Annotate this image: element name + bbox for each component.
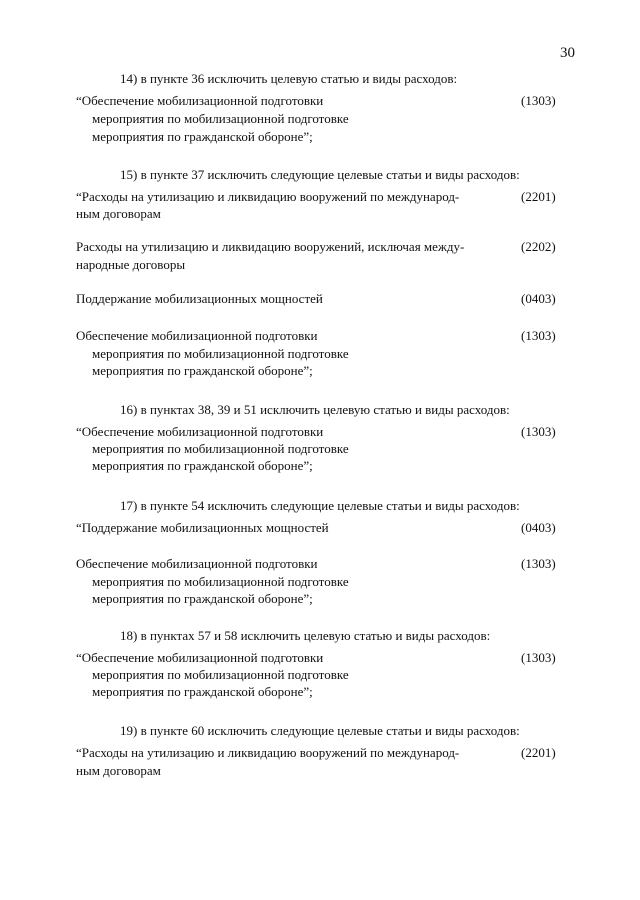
item-15-entry-1-code: (2201) — [521, 189, 556, 204]
item-16-line-2: мероприятия по мобилизационной подготовке — [92, 441, 349, 456]
item-18-line-2: мероприятия по мобилизационной подготовке — [92, 667, 349, 682]
item-18-code: (1303) — [521, 650, 556, 665]
item-18-line-3: мероприятия по гражданской обороне”; — [92, 684, 313, 699]
item-15-heading: 15) в пункте 37 исключить следующие целевые статьи и виды расходов: — [120, 167, 520, 182]
item-14-line-1: “Обеспечение мобилизационной подготовки — [76, 93, 324, 108]
item-15-entry-4-line-1: Обеспечение мобилизационной подготовки — [76, 328, 318, 343]
item-14-line-3: мероприятия по гражданской обороне”; — [92, 129, 313, 144]
item-15-entry-4-line-3: мероприятия по гражданской обороне”; — [92, 363, 313, 378]
item-19-entry-1-code: (2201) — [521, 745, 556, 760]
item-15-entry-2-line-1: Расходы на утилизацию и ликвидацию вооружений, исключая между- — [76, 239, 465, 254]
item-18-line-1: “Обеспечение мобилизационной подготовки — [76, 650, 324, 665]
item-16-heading: 16) в пунктах 38, 39 и 51 исключить целевую статью и виды расходов: — [120, 402, 510, 417]
page-number: 30 — [560, 45, 575, 61]
item-19-entry-1-line-2: ным договорам — [76, 763, 161, 778]
item-19-entry-1-line-1: “Расходы на утилизацию и ликвидацию вооружений по международ- — [76, 745, 460, 760]
item-16-line-3: мероприятия по гражданской обороне”; — [92, 458, 313, 473]
item-15-entry-4-line-2: мероприятия по мобилизационной подготовке — [92, 346, 349, 361]
item-17-entry-2-line-3: мероприятия по гражданской обороне”; — [92, 591, 313, 606]
item-15-entry-2-line-2: народные договоры — [76, 257, 186, 272]
item-17-entry-2-line-1: Обеспечение мобилизационной подготовки — [76, 556, 318, 571]
item-14-line-2: мероприятия по мобилизационной подготовке — [92, 111, 349, 126]
item-14-heading: 14) в пункте 36 исключить целевую статью и виды расходов: — [120, 71, 458, 86]
item-19-heading: 19) в пункте 60 исключить следующие целевые статьи и виды расходов: — [120, 723, 520, 738]
item-15-entry-1-line-1: “Расходы на утилизацию и ликвидацию вооружений по международ- — [76, 189, 460, 204]
item-17-entry-1-line-1: “Поддержание мобилизационных мощностей — [76, 520, 329, 535]
item-17-entry-1-code: (0403) — [521, 520, 556, 535]
item-15-entry-1-line-2: ным договорам — [76, 206, 161, 221]
item-18-heading: 18) в пунктах 57 и 58 исключить целевую статью и виды расходов: — [120, 628, 491, 643]
item-17-entry-2-line-2: мероприятия по мобилизационной подготовке — [92, 574, 349, 589]
item-16-line-1: “Обеспечение мобилизационной подготовки — [76, 424, 324, 439]
item-15-entry-3-code: (0403) — [521, 291, 556, 306]
item-17-heading: 17) в пункте 54 исключить следующие целевые статьи и виды расходов: — [120, 498, 520, 513]
item-15-entry-4-code: (1303) — [521, 328, 556, 343]
item-15-entry-3-line-1: Поддержание мобилизационных мощностей — [76, 291, 323, 306]
item-17-entry-2-code: (1303) — [521, 556, 556, 571]
item-14-code: (1303) — [521, 93, 556, 108]
item-16-code: (1303) — [521, 424, 556, 439]
item-15-entry-2-code: (2202) — [521, 239, 556, 254]
